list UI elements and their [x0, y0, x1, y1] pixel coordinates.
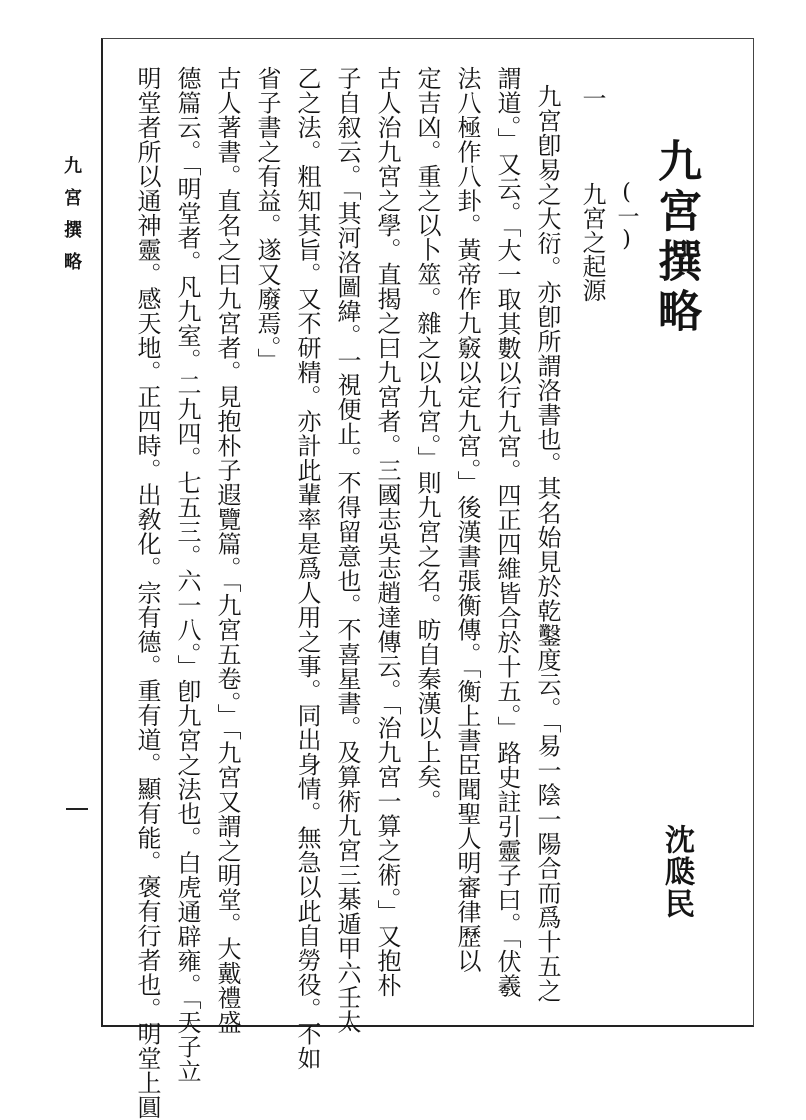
text-column-2: 謂道。」又云。「大一取其數以行九宮。四正四維皆合於十五。」路史註引靈子曰。「伏羲 — [493, 66, 521, 998]
text-column-1: 九宮卽易之大衍。亦卽所謂洛書也。其名始見於乾鑿度云。「易一陰一陽合而爲十五之 — [533, 84, 561, 1003]
section-title: 九宮之起源 — [578, 182, 606, 302]
text-column-10: 德篇云。「明堂者。凡九室。二九四。七五三。六一八。」卽九宮之法也。白虎通辟雍。「天子立 — [173, 66, 201, 1084]
text-column-3: 法八極作八卦。黃帝作九竅以定九宮。」後漢書張衡傳。「衡上書臣聞聖人明審律歷以 — [453, 66, 481, 973]
text-column-6: 子自叙云。「其河洛圖緯。一視便止。不得留意也。不喜星書。及算術九宮三棊遁甲六壬太 — [333, 66, 361, 1034]
text-column-8: 省子書之有益。遂又廢焉。」 — [253, 66, 281, 373]
margin-title: 九宮撰略 — [61, 156, 82, 284]
text-column-11: 明堂者所以通神靈。感天地。正四時。出敎化。宗有德。重有道。顯有能。褒有行者也。明堂上圓 — [133, 66, 161, 1120]
page-title: 九宮撰略 — [650, 138, 701, 338]
text-column-5: 古人治九宮之學。直揭之曰九宮者。三國志吳志趙達傳云。「治九宮一算之術。」又抱朴 — [373, 66, 401, 998]
part-label: (一) — [614, 180, 639, 252]
text-column-4: 定吉凶。重之以卜筮。雜之以九宮。」則九宮之名。昉自秦漢以上矣。 — [413, 66, 441, 814]
text-column-7: 乙之法。粗知其旨。又不研精。亦計此輩率是爲人用之事。同出身情。無急以此自勞役。不如 — [293, 66, 321, 1071]
section-number: 一 — [578, 86, 606, 110]
page-number-mark — [66, 808, 88, 810]
text-column-9: 古人著書。直名之曰九宮者。見抱朴子遐覽篇。「九宮五卷。」「九宮又謂之明堂。大戴禮盛 — [213, 66, 241, 1035]
author-name: 沈瓞民 — [659, 824, 694, 920]
